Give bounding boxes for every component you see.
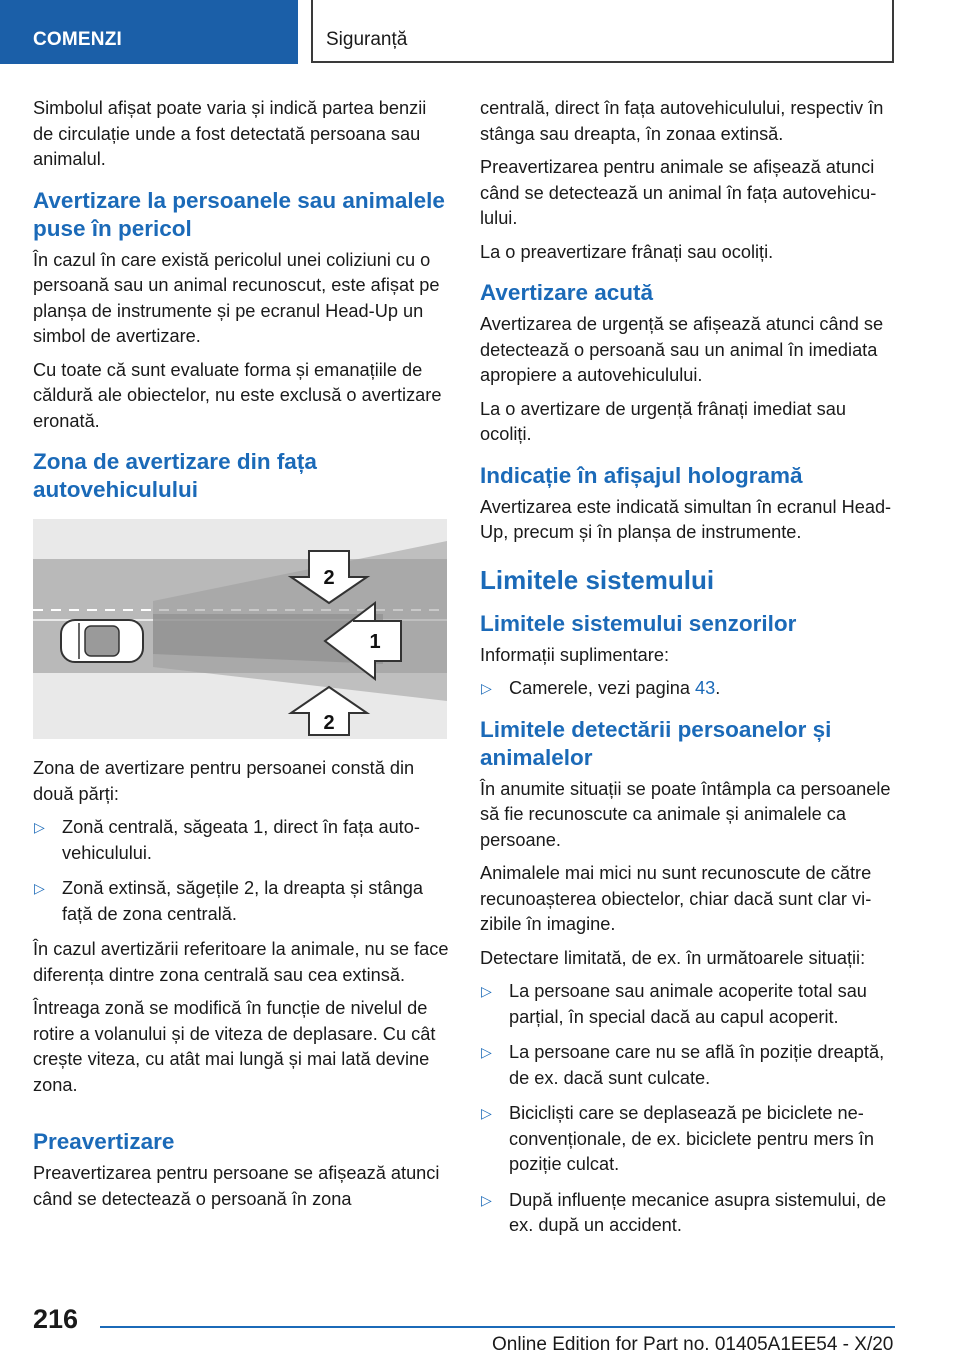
list-item: ▷ Camerele, vezi pagina 43. [480,676,900,702]
zona-list [33,815,451,927]
paragraph: Întreaga zonă se modifică în funcție de nivelul de rotire a volanului și de viteza de deplasare. Cu cât crește viteza, cu atât mai lungă și mai lată devine zona. [33,998,436,1095]
triangle-bullet-icon: ▷ [34,880,45,896]
triangle-bullet-icon: ▷ [481,1044,492,1060]
detectare-list [480,979,900,1239]
heading-holograma: Indicație în afișajul hologramă [480,462,803,488]
triangle-bullet-icon: ▷ [481,680,492,696]
heading-detectare: Limitele detectării persoanelor și animalelor [480,716,832,770]
footer-divider [100,1326,895,1328]
intro-paragraph: Simbolul afișat poate varia și indică partea benzii de circulație unde a fost detectată persoana sau animalul. [33,98,427,169]
page-number: 216 [33,1304,79,1334]
list-item: ▷ La persoane sau animale acoperite total sau parțial, în special dacă au capul acoperit. [481,981,867,1027]
right-column [480,96,900,1249]
list-item: ▷ Zonă extinsă, săgețile 2, la dreapta și stânga față de zona centrală. [34,878,423,924]
chapter-tab [0,0,298,64]
paragraph: Informații suplimentare: [480,644,670,665]
paragraph: Preavertizarea pentru persoane se afișează atunci când se detectează o persoană în zona [33,1163,440,1209]
list-item: ▷ Zonă centrală, săgeata 1, direct în fața autovehiculului. [34,817,420,863]
heading-senzori: Limitele sistemului senzorilor [480,610,797,636]
page-link[interactable]: 43 [695,678,716,698]
triangle-bullet-icon: ▷ [481,1105,492,1121]
heading-preavertizare: Preavertizare [33,1129,175,1154]
heading-avertizare: Avertizare la persoanele sau animalele puse în pericol [33,187,445,241]
triangle-bullet-icon: ▷ [481,983,492,999]
warning-zone-figure [33,519,447,739]
list-item: ▷ După influențe mecanice asupra sistemului, de ex. după un accident. [481,1189,887,1235]
heading-zona: Zona de avertizare din fața autovehiculului [33,449,317,502]
section-title: Siguranță [326,29,408,50]
triangle-bullet-icon: ▷ [481,1191,492,1208]
paragraph: Avertizarea de urgență se afișează atunci când se detectează o persoană sau un animal în imediata apropiere a autovehiculului. [480,314,884,385]
arrow-bottom-label: 2 [323,712,335,734]
edition-footer: Online Edition for Part no. 01405A1EE54 - X/20 [492,1334,894,1355]
info-list [480,676,900,702]
paragraph: Detectare limitată, de ex. în următoarele situații: [480,947,866,968]
paragraph: Zona de avertizare pentru persoanei constă din două părți: [33,758,415,804]
heading-limitele-sistemului: Limitele sistemului [480,564,715,595]
list-item: ▷ Bicicliști care se deplasează pe biciclete neconvenționale, de ex. biciclete pentru mers în poziție culcat. [481,1103,874,1174]
section-header [311,0,894,63]
paragraph: În cazul avertizării referitoare la animale, nu se face diferența dintre zona centrală sau cea extinsă. [33,939,449,985]
arrow-center-label: 1 [369,631,381,653]
paragraph: Animalele mai mici nu sunt recunoscute de către recunoașterea obiectelor, chiar dacă sunt clar vizibile în imagine. [480,863,872,934]
paragraph: În cazul în care există pericolul unei coliziuni cu o persoană sau un animal recunoscut, este afișat pe planșa de instrumente și pe ecranul Head-Up un simbol de avertizare. [33,249,440,346]
list-item: ▷ La persoane care nu se află în poziție dreaptă, de ex. dacă sunt culcate. [481,1042,885,1088]
arrow-top-label: 2 [323,567,335,589]
paragraph: Cu toate că sunt evaluate forma și emanațiile de căldură ale obiectelor, nu este exclusă o avertizare eronată. [33,359,442,431]
paragraph: Avertizarea este indicată simultan în ecranul Head-Up, precum și în planșa de instrumente. [480,496,892,542]
heading-acuta: Avertizare acută [480,280,654,305]
paragraph: La o preavertizare frânați sau ocoliți. [480,241,774,262]
car-icon [61,620,143,662]
paragraph: La o avertizare de urgență frânați imediat sau ocoliți. [480,398,846,444]
left-column [33,96,451,1220]
paragraph: Preavertizarea pentru animale se afișează atunci când se detectează un animal în fața autovehiculului. [480,157,877,228]
paragraph: În anumite situații se poate întâmpla ca persoanele să fie recunoscute ca animale și animalele ca persoane. [480,778,891,850]
triangle-bullet-icon: ▷ [34,819,45,835]
paragraph: centrală, direct în fața autovehiculului, respectiv în stânga sau dreapta, în zonaa extinsă. [480,98,884,144]
chapter-title: COMENZI [33,29,123,50]
